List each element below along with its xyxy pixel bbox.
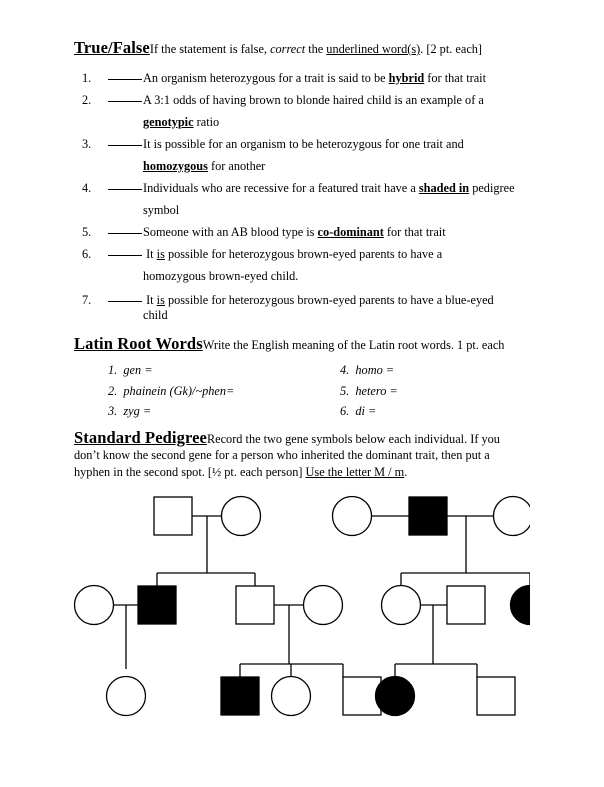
item-keyword: homozygous — [143, 158, 208, 173]
pedigree-heading — [74, 427, 548, 481]
pedigree-individual-II-2-square-affected — [138, 586, 176, 624]
latin-roots-columns — [74, 360, 548, 422]
answer-blank-4[interactable] — [108, 189, 142, 190]
latin-item-number: 2. — [108, 383, 118, 398]
pedigree-individual-I-3-circle-unaffected — [333, 497, 372, 536]
latin-item-term: zyg = — [123, 404, 152, 418]
item-keyword: co-dominant — [317, 224, 384, 239]
item-text-pre: Someone with an AB blood type is — [143, 224, 318, 239]
latin-item-number: 5. — [340, 383, 350, 398]
pedigree-individual-II-4-circle-unaffected — [304, 586, 343, 625]
true-false-item-6 — [74, 243, 548, 287]
latin-list-left — [74, 360, 306, 422]
pedigree-individual-III-3-circle-unaffected — [272, 677, 311, 716]
pedigree-individual-I-4-square-affected — [409, 497, 447, 535]
pedigree-individual-III-6-square-unaffected — [477, 677, 515, 715]
answer-blank-6[interactable] — [108, 255, 142, 256]
pedigree-individual-II-5-circle-unaffected — [382, 586, 421, 625]
item-number: 5. — [82, 224, 92, 239]
latin-item — [104, 401, 306, 422]
pedigree-instructions-line3-post: . — [404, 464, 408, 479]
latin-item-number: 6. — [340, 404, 350, 418]
item-number: 2. — [82, 92, 92, 107]
item-text-post: ratio — [193, 114, 220, 129]
item-text-post: possible for heterozygous brown-eyed parents to have a blue-eyed — [164, 292, 494, 307]
true-false-instructions-pre: If the statement is false, — [149, 42, 271, 56]
latin-roots-column-right — [306, 360, 538, 422]
item-text-pre: It — [146, 292, 157, 307]
item-text-post: possible for heterozygous brown-eyed parents to have a — [164, 246, 443, 261]
item-second-line: homozygous brown-eyed child. — [143, 268, 299, 283]
latin-item-number: 1. — [108, 363, 118, 377]
latin-item — [336, 360, 538, 381]
item-text-post: for another — [207, 158, 266, 173]
item-second-line — [108, 155, 548, 177]
item-text-pre: A 3:1 odds of having brown to blonde haired child is an example of a — [143, 92, 484, 107]
item-keyword: is — [156, 246, 165, 261]
pedigree-individual-II-6-square-unaffected — [447, 586, 485, 624]
latin-roots-title: Latin Root Words — [74, 333, 203, 353]
pedigree-instructions-line1: Record the two gene symbols below each individual. If you — [206, 431, 500, 446]
pedigree-individual-II-3-square-unaffected — [236, 586, 274, 624]
true-false-instructions-mid: the — [305, 42, 327, 56]
latin-item-term: phainein (Gk)/~phen= — [123, 383, 235, 398]
pedigree-individual-III-5-circle-affected — [376, 677, 415, 716]
section-standard-pedigree — [74, 427, 548, 737]
latin-item-number: 4. — [340, 363, 350, 377]
latin-item-term: homo = — [355, 363, 395, 377]
answer-blank-1[interactable] — [108, 79, 142, 80]
section-latin-roots — [74, 333, 548, 422]
latin-item — [336, 401, 538, 422]
true-false-item-7 — [74, 293, 548, 324]
true-false-heading — [74, 40, 548, 58]
item-text-post: for that trait — [424, 70, 487, 85]
true-false-item-5 — [74, 221, 548, 243]
item-text-pre: Individuals who are recessive for a featured trait have a — [143, 180, 419, 195]
true-false-title: True/False — [74, 38, 150, 57]
item-second-line: child — [143, 308, 168, 322]
pedigree-individual-III-2-square-affected — [221, 677, 259, 715]
item-keyword: is — [156, 292, 165, 307]
item-text-pre: An organism heterozygous for a trait is said to be — [143, 70, 389, 85]
answer-blank-7[interactable] — [108, 301, 142, 302]
item-number: 1. — [82, 70, 92, 85]
true-false-instructions-underlined: underlined word(s) — [326, 42, 421, 56]
true-false-instructions-italic: correct — [270, 42, 306, 56]
true-false-list — [74, 67, 548, 324]
answer-blank-3[interactable] — [108, 145, 142, 146]
item-keyword: shaded in — [418, 180, 470, 195]
pedigree-instructions-line2: don’t know the second gene for a person who inherited the dominant trait, then put a — [74, 448, 490, 462]
item-number: 3. — [82, 136, 92, 151]
latin-item-term: hetero = — [355, 383, 398, 398]
pedigree-individual-II-1-circle-unaffected — [75, 586, 114, 625]
pedigree-individual-I-1-square-unaffected — [154, 497, 192, 535]
latin-item — [336, 381, 538, 402]
pedigree-title: Standard Pedigree — [74, 427, 207, 447]
true-false-item-4 — [74, 177, 548, 221]
true-false-item-1 — [74, 67, 548, 89]
item-keyword: genotypic — [143, 114, 194, 129]
item-text-post: pedigree — [469, 180, 515, 195]
latin-item-term: di = — [355, 404, 377, 418]
item-number: 7. — [82, 292, 92, 307]
pedigree-chart — [56, 486, 530, 736]
item-second-line — [108, 111, 548, 133]
true-false-item-3 — [74, 133, 548, 177]
pedigree-svg — [56, 486, 530, 736]
answer-blank-2[interactable] — [108, 101, 142, 102]
latin-item-term: gen = — [123, 363, 153, 377]
item-text-pre: It — [146, 246, 157, 261]
latin-item-number: 3. — [108, 404, 118, 418]
item-keyword: hybrid — [388, 70, 425, 85]
true-false-instructions-post: . [2 pt. each] — [420, 42, 483, 56]
pedigree-individual-III-1-circle-unaffected — [107, 677, 146, 716]
answer-blank-5[interactable] — [108, 233, 142, 234]
latin-item — [104, 360, 306, 381]
latin-roots-column-left — [74, 360, 306, 422]
item-number: 4. — [82, 180, 92, 195]
pedigree-instructions-letter-note: Use the letter M / m — [305, 464, 405, 479]
item-number: 6. — [82, 246, 92, 261]
item-second-line: symbol — [143, 202, 180, 217]
true-false-item-2 — [74, 89, 548, 133]
pedigree-individual-I-2-circle-unaffected — [222, 497, 261, 536]
pedigree-individual-II-7-circle-affected — [511, 586, 531, 625]
latin-roots-heading — [74, 333, 548, 354]
section-true-false — [74, 40, 548, 324]
pedigree-individual-I-5-circle-unaffected — [494, 497, 531, 536]
item-text-post: for that trait — [383, 224, 446, 239]
latin-item — [104, 381, 306, 402]
item-text-pre: It is possible for an organism to be heterozygous for one trait and — [143, 136, 464, 151]
latin-roots-instructions: Write the English meaning of the Latin root words. 1 pt. each — [202, 337, 505, 352]
latin-list-right — [306, 360, 538, 422]
pedigree-instructions-line3-pre: hyphen in the second spot. [½ pt. each person] — [74, 464, 306, 479]
